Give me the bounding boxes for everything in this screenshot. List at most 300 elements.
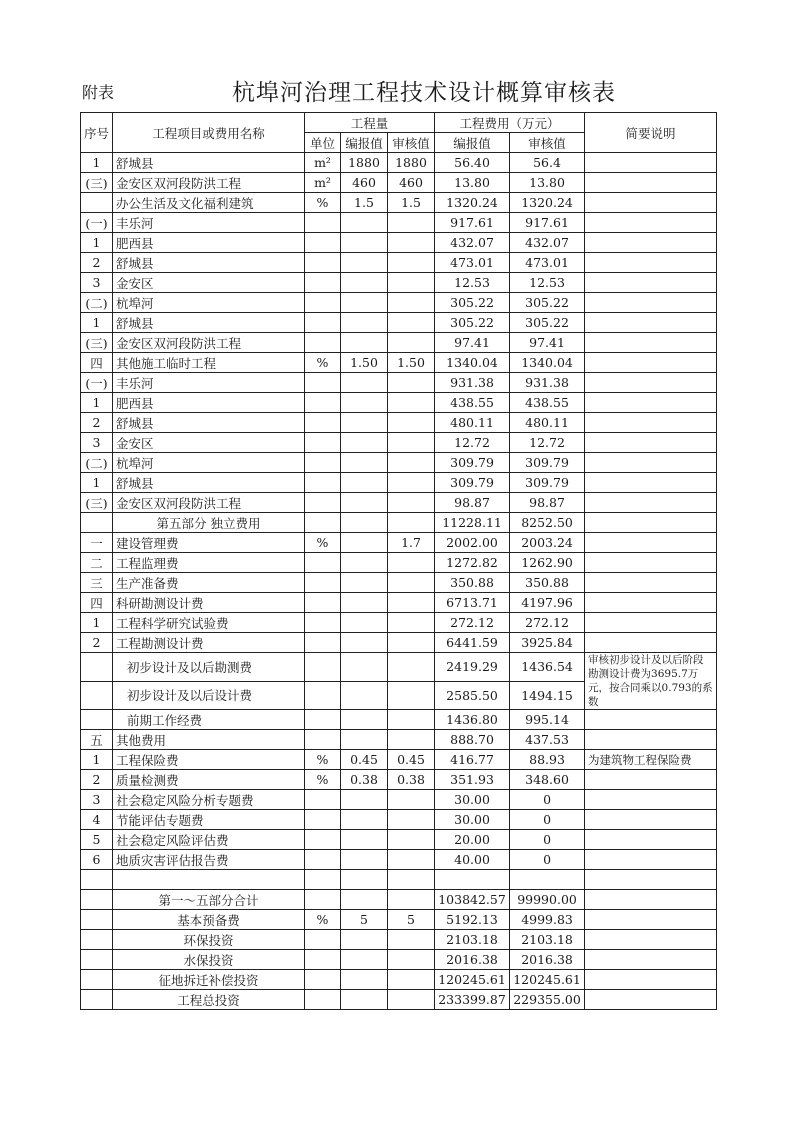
row-unit xyxy=(305,233,341,253)
row-qty-reviewed xyxy=(388,573,435,593)
row-cost-reviewed: 305.22 xyxy=(510,293,585,313)
row-cost-reported: 917.61 xyxy=(435,213,510,233)
table-row xyxy=(81,970,717,990)
row-cost-reported: 931.38 xyxy=(435,373,510,393)
row-no xyxy=(81,870,113,890)
table-row xyxy=(81,553,717,573)
row-qty-reviewed xyxy=(388,433,435,453)
table-row xyxy=(81,373,717,393)
row-note xyxy=(585,373,717,393)
row-item-name: 科研勘测设计费 xyxy=(113,593,305,613)
row-cost-reviewed: 0 xyxy=(510,810,585,830)
row-qty-reported xyxy=(341,273,388,293)
table-row xyxy=(81,433,717,453)
row-no: (二) xyxy=(81,453,113,473)
row-unit: % xyxy=(305,910,341,930)
row-unit xyxy=(305,313,341,333)
table-row xyxy=(81,790,717,810)
row-qty-reviewed xyxy=(388,790,435,810)
row-cost-reviewed: 480.11 xyxy=(510,413,585,433)
row-qty-reported xyxy=(341,333,388,353)
row-qty-reviewed xyxy=(388,213,435,233)
row-note xyxy=(585,710,717,730)
header-name: 工程项目或费用名称 xyxy=(113,113,305,153)
row-item-name: 丰乐河 xyxy=(113,213,305,233)
row-note xyxy=(585,393,717,413)
row-unit xyxy=(305,273,341,293)
row-qty-reported xyxy=(341,850,388,870)
row-unit: m² xyxy=(305,173,341,193)
row-qty-reviewed: 0.38 xyxy=(388,770,435,790)
row-qty-reviewed xyxy=(388,333,435,353)
row-unit: % xyxy=(305,193,341,213)
row-unit xyxy=(305,553,341,573)
row-unit xyxy=(305,473,341,493)
row-no: 3 xyxy=(81,433,113,453)
table-row xyxy=(81,890,717,910)
table-row xyxy=(81,333,717,353)
row-unit: m² xyxy=(305,153,341,173)
row-qty-reported xyxy=(341,681,388,710)
row-no xyxy=(81,930,113,950)
row-cost-reported: 438.55 xyxy=(435,393,510,413)
row-no: 二 xyxy=(81,553,113,573)
row-cost-reported: 2419.29 xyxy=(435,653,510,682)
row-cost-reviewed: 438.55 xyxy=(510,393,585,413)
row-qty-reviewed xyxy=(388,810,435,830)
row-qty-reported: 460 xyxy=(341,173,388,193)
row-unit xyxy=(305,573,341,593)
row-cost-reported: 350.88 xyxy=(435,573,510,593)
row-cost-reported: 888.70 xyxy=(435,730,510,750)
row-qty-reported xyxy=(341,950,388,970)
row-note xyxy=(585,153,717,173)
row-note xyxy=(585,553,717,573)
header-qty-reviewed: 审核值 xyxy=(388,133,435,153)
row-cost-reported: 6441.59 xyxy=(435,633,510,653)
row-no: 四 xyxy=(81,593,113,613)
row-cost-reviewed: 12.53 xyxy=(510,273,585,293)
row-unit xyxy=(305,850,341,870)
row-no: 1 xyxy=(81,393,113,413)
row-cost-reviewed: 1340.04 xyxy=(510,353,585,373)
row-qty-reported xyxy=(341,810,388,830)
row-qty-reviewed: 0.45 xyxy=(388,750,435,770)
row-note xyxy=(585,333,717,353)
row-cost-reviewed: 99990.00 xyxy=(510,890,585,910)
row-no: 1 xyxy=(81,313,113,333)
row-no xyxy=(81,910,113,930)
row-no xyxy=(81,653,113,682)
row-qty-reviewed xyxy=(388,681,435,710)
row-no xyxy=(81,950,113,970)
table-row xyxy=(81,353,717,373)
row-unit xyxy=(305,870,341,890)
row-item-name: 杭埠河 xyxy=(113,453,305,473)
row-cost-reviewed: 56.4 xyxy=(510,153,585,173)
row-unit xyxy=(305,593,341,613)
row-note xyxy=(585,790,717,810)
row-cost-reviewed: 3925.84 xyxy=(510,633,585,653)
table-row xyxy=(81,273,717,293)
row-note xyxy=(585,890,717,910)
row-qty-reviewed xyxy=(388,393,435,413)
row-item-name: 质量检测费 xyxy=(113,770,305,790)
header-no: 序号 xyxy=(81,113,113,153)
row-no: 五 xyxy=(81,730,113,750)
row-cost-reported: 2016.38 xyxy=(435,950,510,970)
row-unit xyxy=(305,830,341,850)
row-qty-reported xyxy=(341,373,388,393)
table-row xyxy=(81,493,717,513)
row-note xyxy=(585,273,717,293)
row-item-name: 第五部分 独立费用 xyxy=(113,513,305,533)
table-row xyxy=(81,473,717,493)
row-no: 1 xyxy=(81,750,113,770)
row-qty-reviewed: 5 xyxy=(388,910,435,930)
table-row xyxy=(81,870,717,890)
table-row xyxy=(81,253,717,273)
row-qty-reported xyxy=(341,393,388,413)
row-qty-reported xyxy=(341,930,388,950)
row-cost-reported: 20.00 xyxy=(435,830,510,850)
row-qty-reported: 1.50 xyxy=(341,353,388,373)
row-item-name: 办公生活及文化福利建筑 xyxy=(113,193,305,213)
row-qty-reported: 1880 xyxy=(341,153,388,173)
row-note xyxy=(585,830,717,850)
row-cost-reported: 2002.00 xyxy=(435,533,510,553)
row-unit: % xyxy=(305,353,341,373)
row-unit xyxy=(305,930,341,950)
row-note xyxy=(585,413,717,433)
table-row xyxy=(81,990,717,1010)
row-qty-reviewed xyxy=(388,710,435,730)
row-no: 4 xyxy=(81,810,113,830)
row-cost-reviewed: 120245.61 xyxy=(510,970,585,990)
row-no: 6 xyxy=(81,850,113,870)
row-unit xyxy=(305,493,341,513)
row-note xyxy=(585,293,717,313)
row-item-name: 水保投资 xyxy=(113,950,305,970)
row-cost-reported: 1272.82 xyxy=(435,553,510,573)
table-row xyxy=(81,850,717,870)
row-qty-reported xyxy=(341,710,388,730)
row-item-name: 生产准备费 xyxy=(113,573,305,593)
row-cost-reported: 351.93 xyxy=(435,770,510,790)
row-qty-reviewed xyxy=(388,930,435,950)
table-row xyxy=(81,613,717,633)
table-row xyxy=(81,710,717,730)
row-cost-reported: 12.72 xyxy=(435,433,510,453)
row-qty-reviewed xyxy=(388,990,435,1010)
row-qty-reviewed xyxy=(388,553,435,573)
row-unit xyxy=(305,613,341,633)
row-qty-reported xyxy=(341,513,388,533)
table-row xyxy=(81,750,717,770)
row-item-name: 初步设计及以后勘测费 xyxy=(113,653,305,682)
row-cost-reported: 40.00 xyxy=(435,850,510,870)
row-cost-reviewed: 272.12 xyxy=(510,613,585,633)
row-note xyxy=(585,233,717,253)
row-cost-reviewed: 1436.54 xyxy=(510,653,585,682)
row-item-name: 舒城县 xyxy=(113,413,305,433)
row-qty-reported xyxy=(341,433,388,453)
row-item-name: 工程监理费 xyxy=(113,553,305,573)
row-unit xyxy=(305,970,341,990)
row-no: 四 xyxy=(81,353,113,373)
row-cost-reported: 56.40 xyxy=(435,153,510,173)
table-row xyxy=(81,193,717,213)
row-qty-reviewed xyxy=(388,730,435,750)
row-unit xyxy=(305,890,341,910)
row-cost-reviewed: 4999.83 xyxy=(510,910,585,930)
row-unit xyxy=(305,373,341,393)
header-cost-reported: 编报值 xyxy=(435,133,510,153)
row-note xyxy=(585,930,717,950)
row-item-name: 环保投资 xyxy=(113,930,305,950)
row-item-name: 舒城县 xyxy=(113,253,305,273)
table-row xyxy=(81,810,717,830)
table-row xyxy=(81,770,717,790)
row-cost-reported: 97.41 xyxy=(435,333,510,353)
row-qty-reviewed xyxy=(388,513,435,533)
row-cost-reviewed: 1320.24 xyxy=(510,193,585,213)
row-no: 5 xyxy=(81,830,113,850)
row-item-name: 社会稳定风险分析专题费 xyxy=(113,790,305,810)
row-no xyxy=(81,193,113,213)
row-cost-reviewed: 348.60 xyxy=(510,770,585,790)
row-unit xyxy=(305,790,341,810)
table-row xyxy=(81,730,717,750)
row-cost-reviewed: 0 xyxy=(510,790,585,810)
row-unit xyxy=(305,293,341,313)
row-unit xyxy=(305,633,341,653)
row-note xyxy=(585,433,717,453)
row-cost-reviewed: 229355.00 xyxy=(510,990,585,1010)
row-qty-reviewed xyxy=(388,830,435,850)
row-qty-reviewed xyxy=(388,313,435,333)
row-cost-reviewed: 1262.90 xyxy=(510,553,585,573)
row-qty-reported xyxy=(341,730,388,750)
row-qty-reviewed xyxy=(388,593,435,613)
row-unit: % xyxy=(305,750,341,770)
row-note xyxy=(585,990,717,1010)
row-note xyxy=(585,173,717,193)
row-unit xyxy=(305,513,341,533)
row-item-name: 工程总投资 xyxy=(113,990,305,1010)
row-cost-reported: 2585.50 xyxy=(435,681,510,710)
row-qty-reported xyxy=(341,233,388,253)
row-cost-reported: 305.22 xyxy=(435,293,510,313)
row-qty-reported: 1.5 xyxy=(341,193,388,213)
header-note: 简要说明 xyxy=(585,113,717,153)
table-row xyxy=(81,910,717,930)
row-cost-reported: 98.87 xyxy=(435,493,510,513)
row-unit xyxy=(305,433,341,453)
row-qty-reported xyxy=(341,790,388,810)
row-no: (三) xyxy=(81,333,113,353)
row-item-name: 节能评估专题费 xyxy=(113,810,305,830)
row-item-name: 肥西县 xyxy=(113,233,305,253)
row-cost-reviewed: 350.88 xyxy=(510,573,585,593)
row-cost-reviewed: 12.72 xyxy=(510,433,585,453)
row-qty-reviewed xyxy=(388,950,435,970)
row-no xyxy=(81,990,113,1010)
table-row xyxy=(81,513,717,533)
row-note xyxy=(585,970,717,990)
appendix-label: 附表 xyxy=(82,83,115,102)
row-qty-reported: 0.38 xyxy=(341,770,388,790)
row-cost-reviewed: 4197.96 xyxy=(510,593,585,613)
row-cost-reported: 309.79 xyxy=(435,473,510,493)
row-no: (三) xyxy=(81,173,113,193)
row-qty-reported xyxy=(341,573,388,593)
row-no: 2 xyxy=(81,413,113,433)
row-cost-reported: 11228.11 xyxy=(435,513,510,533)
row-cost-reviewed: 2103.18 xyxy=(510,930,585,950)
table-row xyxy=(81,413,717,433)
row-note xyxy=(585,850,717,870)
table-row xyxy=(81,830,717,850)
row-unit xyxy=(305,681,341,710)
row-no: 2 xyxy=(81,253,113,273)
row-cost-reviewed: 437.53 xyxy=(510,730,585,750)
row-qty-reviewed xyxy=(388,633,435,653)
row-note xyxy=(585,910,717,930)
row-note xyxy=(585,493,717,513)
row-unit xyxy=(305,730,341,750)
row-cost-reported: 233399.87 xyxy=(435,990,510,1010)
row-cost-reviewed: 0 xyxy=(510,830,585,850)
row-qty-reported xyxy=(341,473,388,493)
row-cost-reported: 30.00 xyxy=(435,810,510,830)
row-qty-reported xyxy=(341,653,388,682)
row-item-name: 工程保险费 xyxy=(113,750,305,770)
row-note xyxy=(585,473,717,493)
row-unit: % xyxy=(305,533,341,553)
table-body xyxy=(81,153,717,1010)
table-row xyxy=(81,930,717,950)
row-note xyxy=(585,633,717,653)
row-item-name: 社会稳定风险评估费 xyxy=(113,830,305,850)
row-cost-reviewed: 432.07 xyxy=(510,233,585,253)
row-item-name: 金安区双河段防洪工程 xyxy=(113,333,305,353)
row-qty-reported xyxy=(341,313,388,333)
title-row xyxy=(82,70,722,110)
row-note xyxy=(585,770,717,790)
row-note xyxy=(585,513,717,533)
row-unit xyxy=(305,710,341,730)
row-unit xyxy=(305,950,341,970)
row-item-name: 初步设计及以后设计费 xyxy=(113,681,305,710)
row-no: (一) xyxy=(81,373,113,393)
row-cost-reported: 309.79 xyxy=(435,453,510,473)
row-qty-reported: 0.45 xyxy=(341,750,388,770)
table-row xyxy=(81,950,717,970)
row-cost-reviewed: 88.93 xyxy=(510,750,585,770)
row-cost-reviewed: 931.38 xyxy=(510,373,585,393)
row-qty-reviewed xyxy=(388,970,435,990)
row-unit xyxy=(305,990,341,1010)
row-qty-reviewed: 1.5 xyxy=(388,193,435,213)
row-cost-reported: 103842.57 xyxy=(435,890,510,910)
row-no: 一 xyxy=(81,533,113,553)
row-no: 1 xyxy=(81,233,113,253)
row-no: (三) xyxy=(81,493,113,513)
row-qty-reported xyxy=(341,493,388,513)
row-item-name: 杭埠河 xyxy=(113,293,305,313)
row-qty-reviewed xyxy=(388,473,435,493)
row-qty-reviewed xyxy=(388,890,435,910)
table-row xyxy=(81,393,717,413)
row-note xyxy=(585,870,717,890)
row-no: 1 xyxy=(81,613,113,633)
table-row xyxy=(81,573,717,593)
row-cost-reviewed: 309.79 xyxy=(510,473,585,493)
header-quantity-group: 工程量 xyxy=(305,113,435,133)
row-item-name: 金安区双河段防洪工程 xyxy=(113,493,305,513)
row-item-name: 舒城县 xyxy=(113,313,305,333)
table-row xyxy=(81,593,717,613)
row-cost-reported: 1340.04 xyxy=(435,353,510,373)
row-cost-reported: 120245.61 xyxy=(435,970,510,990)
row-qty-reviewed xyxy=(388,850,435,870)
row-cost-reviewed: 98.87 xyxy=(510,493,585,513)
row-qty-reported xyxy=(341,453,388,473)
table-row xyxy=(81,153,717,173)
row-note xyxy=(585,730,717,750)
row-no: 三 xyxy=(81,573,113,593)
row-item-name: 金安区双河段防洪工程 xyxy=(113,173,305,193)
row-cost-reviewed xyxy=(510,870,585,890)
header-qty-reported: 编报值 xyxy=(341,133,388,153)
row-cost-reported: 2103.18 xyxy=(435,930,510,950)
table-row xyxy=(81,633,717,653)
row-qty-reported xyxy=(341,870,388,890)
row-no xyxy=(81,890,113,910)
row-cost-reported: 432.07 xyxy=(435,233,510,253)
row-qty-reported xyxy=(341,890,388,910)
table-row xyxy=(81,533,717,553)
header-cost-group: 工程费用（万元） xyxy=(435,113,585,133)
row-qty-reported xyxy=(341,633,388,653)
row-qty-reviewed xyxy=(388,613,435,633)
row-qty-reviewed xyxy=(388,493,435,513)
row-unit xyxy=(305,453,341,473)
row-qty-reported: 5 xyxy=(341,910,388,930)
table-row xyxy=(81,213,717,233)
row-note xyxy=(585,810,717,830)
row-no: (一) xyxy=(81,213,113,233)
page-title: 杭埠河治理工程技术设计概算审核表 xyxy=(232,80,616,106)
row-cost-reported: 1320.24 xyxy=(435,193,510,213)
row-qty-reviewed: 1880 xyxy=(388,153,435,173)
row-cost-reported: 1436.80 xyxy=(435,710,510,730)
row-cost-reported xyxy=(435,870,510,890)
row-unit xyxy=(305,393,341,413)
row-item-name: 前期工作经费 xyxy=(113,710,305,730)
header-unit: 单位 xyxy=(305,133,341,153)
row-unit xyxy=(305,413,341,433)
table-row xyxy=(81,453,717,473)
header-cost-reviewed: 审核值 xyxy=(510,133,585,153)
row-cost-reviewed: 2016.38 xyxy=(510,950,585,970)
row-no: 2 xyxy=(81,770,113,790)
row-item-name: 丰乐河 xyxy=(113,373,305,393)
row-cost-reported: 473.01 xyxy=(435,253,510,273)
row-qty-reported xyxy=(341,253,388,273)
row-qty-reported xyxy=(341,990,388,1010)
